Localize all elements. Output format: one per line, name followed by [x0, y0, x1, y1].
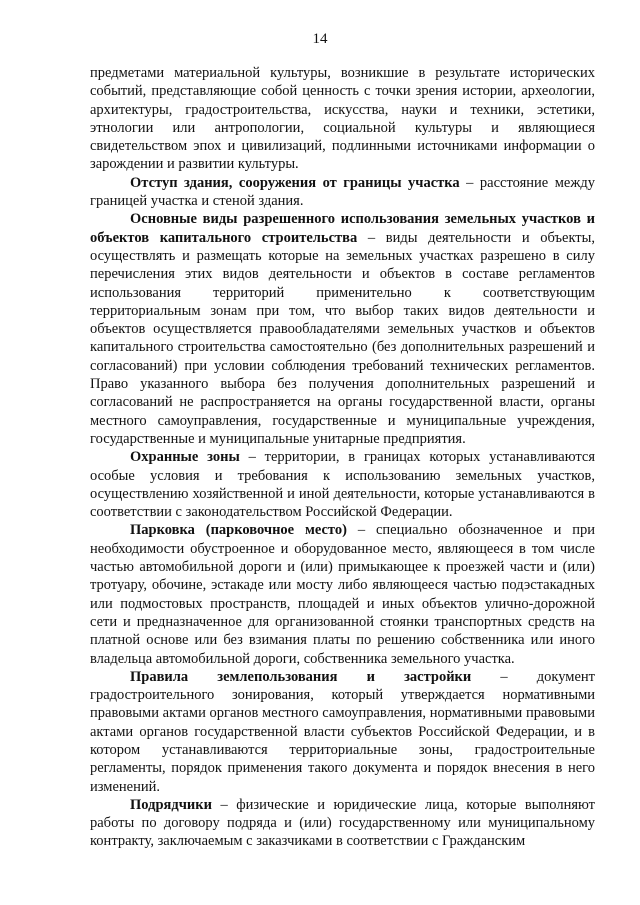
definition-paragraph [90, 448, 595, 521]
paragraph-continuation [90, 64, 595, 174]
definition-text: – территории, в границах которых устанавливаются особые условия и требования к использованию земельных участков, осуществлению хозяйственной и иной деятельности, которые устанавливаются в соответствии с законодательством Российской Федерации. [90, 449, 595, 521]
definition-paragraph [90, 174, 595, 211]
definition-term: Отступ здания, сооружения от границы участка [130, 174, 460, 191]
definition-text: – документ градостроительного зонирования, который утверждается нормативными правовыми актами органов местного самоуправления, нормативными правовыми актами органов государственной власти субъектов Российской Федерации, и в котором устанавливаются территориальные зоны, градостроительные регламенты, порядок применения такого документа и порядок внесения в него изменений. [90, 668, 595, 795]
definition-text: – специально обозначенное и при необходимости обустроенное и оборудованное место, являющееся в том числе частью автомобильной дороги и (или) примыкающее к проезжей части и (или) тротуару, обочине, эстакаде или мосту либо являющееся частью подэстакадных или подмостовых пространств, площадей и иных объектов улично-дорожной сети и предназначенное для организованной стоянки транспортных средств на платной основе или без взимания платы по решению собственника или иного владельца автомобильной дороги, собственника земельного участка. [90, 522, 596, 667]
definition-term: Подрядчики [130, 796, 212, 813]
definition-text: – виды деятельности и объекты, осуществлять и размещать которые на земельных участках разрешено в силу перечисления этих видов деятельности и объектов в составе регламентов использования территорий применительно к соответствующим территориальным зонам при том, что выбор таких видов деятельности и объектов осуществляется правообладателями земельных участков и объектов капитального строительства самостоятельно (без дополнительных разрешений и согласований) при условии соблюдения требований технических регламентов. Право указанного выбора без получения дополнительных разрешений и согласований не распространяется на органы государственной власти, органы местного самоуправления, государственные и муниципальные учреждения, государственные и муниципальные унитарные предприятия. [90, 229, 595, 447]
definition-term: Парковка (парковочное место) [130, 522, 347, 539]
definition-term: Правила землепользования и застройки [130, 668, 472, 685]
definition-paragraph [90, 210, 595, 448]
definition-paragraph [90, 796, 595, 851]
paragraph-text: предметами материальной культуры, возникшие в результате исторических событий, представляющие собой ценность с точки зрения истории, археологии, архитектуры, градостроительства, искусства, науки и техники, эстетики, этнологии или антропологии, социальной культуры и являющиеся свидетельством эпох и цивилизаций, подлинными источниками информации о зарождении и развитии культуры. [90, 65, 595, 173]
definition-text: – расстояние между границей участка и стеной здания. [90, 174, 595, 210]
definition-text: – физические и юридические лица, которые выполняют работы по договору подряда и (или) государственному или муниципальному контракту, заключаемым с заказчиками в соответствии с Гражданским [90, 796, 595, 850]
definition-paragraph [90, 668, 595, 796]
definition-term: Охранные зоны [130, 449, 240, 466]
definition-paragraph [90, 521, 595, 667]
page-body [90, 64, 595, 851]
definition-term: Основные виды разрешенного использования земельных участков и объектов капитального строительства [90, 211, 595, 246]
page-number: 14 [312, 31, 328, 47]
